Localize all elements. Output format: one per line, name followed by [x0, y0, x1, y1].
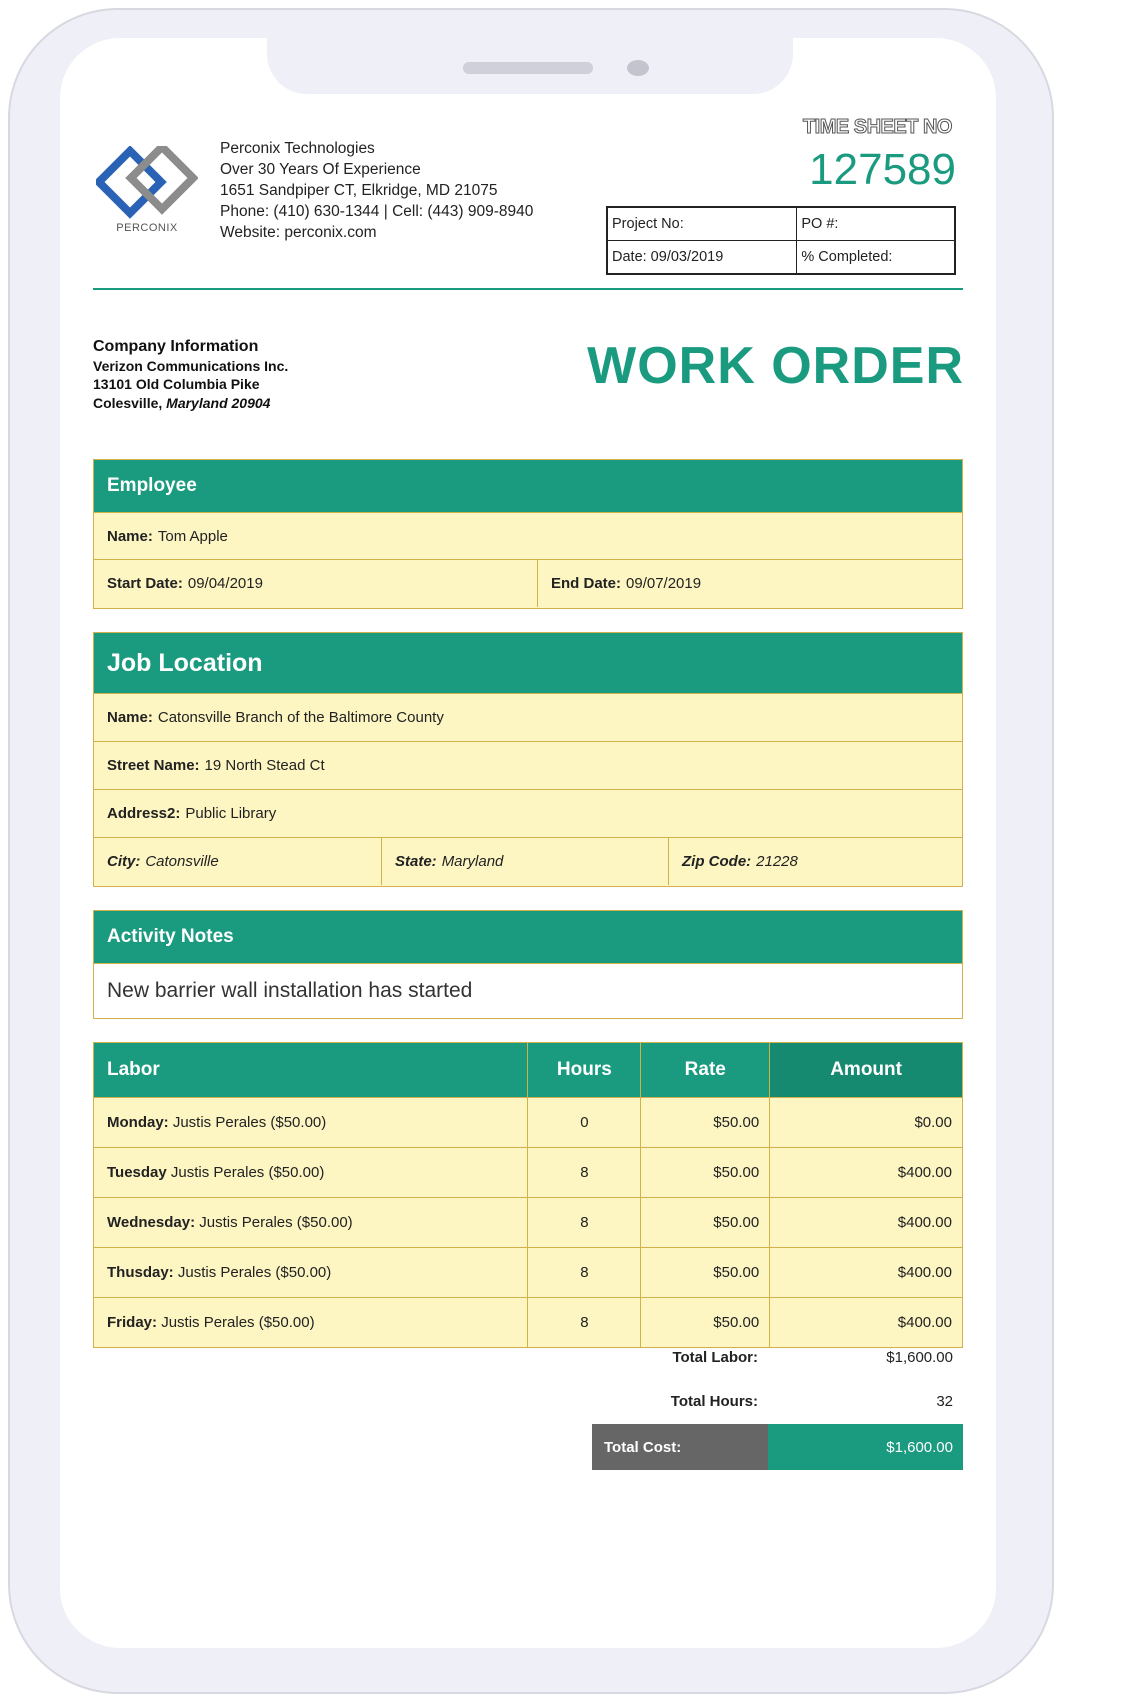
company-info — [220, 138, 533, 243]
client-info — [93, 338, 288, 412]
labor-amount: $400.00 — [770, 1298, 963, 1348]
labor-desc — [94, 1198, 528, 1248]
labor-desc — [94, 1298, 528, 1348]
labor-rate: $50.00 — [641, 1098, 770, 1148]
completed-field: % Completed: — [797, 241, 955, 275]
total-hours-value: 32 — [936, 1393, 953, 1410]
labor-worker: Justis Perales ($50.00) — [177, 1264, 332, 1281]
zip-label: Zip Code: — [682, 853, 752, 870]
labor-table — [93, 1042, 963, 1348]
labor-rate: $50.00 — [641, 1248, 770, 1298]
labor-worker: Justis Perales ($50.00) — [172, 1114, 327, 1131]
labor-day: Thusday: — [107, 1264, 174, 1281]
employee-name: Tom Apple — [157, 527, 228, 545]
project-meta-table — [606, 206, 956, 275]
labor-desc — [94, 1148, 528, 1198]
rate-col-header: Rate — [641, 1043, 770, 1098]
end-date-label: End Date: — [551, 575, 622, 592]
location-name-label: Name: — [107, 709, 153, 726]
street-row — [94, 741, 962, 789]
document-title: WORK ORDER — [587, 337, 964, 395]
street-cell — [94, 742, 962, 789]
location-name-row — [94, 693, 962, 741]
client-city-line — [93, 394, 288, 413]
total-hours-label: Total Hours: — [670, 1393, 758, 1410]
labor-hours: 8 — [528, 1298, 641, 1348]
company-tagline: Over 30 Years Of Experience — [220, 161, 421, 178]
labor-row — [94, 1148, 963, 1198]
project-no-field: Project No: — [607, 207, 797, 241]
activity-notes-heading: Activity Notes — [94, 911, 962, 963]
date-field: Date: 09/03/2019 — [607, 241, 797, 275]
activity-notes-section — [93, 910, 963, 1019]
timesheet-number: 127589 — [809, 145, 956, 194]
end-date: 09/07/2019 — [626, 575, 702, 592]
labor-worker: Justis Perales ($50.00) — [170, 1164, 325, 1181]
employee-dates-row — [94, 559, 962, 607]
total-labor-value: $1,600.00 — [886, 1349, 953, 1366]
client-state-zip: Maryland 20904 — [166, 394, 271, 411]
street-value: 19 North Stead Ct — [204, 757, 325, 774]
labor-hours: 8 — [528, 1248, 641, 1298]
labor-desc — [94, 1248, 528, 1298]
city-cell — [94, 838, 381, 885]
state-cell — [381, 838, 668, 885]
po-field: PO #: — [797, 207, 955, 241]
location-name: Catonsville Branch of the Baltimore County — [157, 709, 444, 726]
city-state-zip-row — [94, 837, 962, 885]
activity-note-row — [94, 963, 962, 1017]
address2-cell — [94, 790, 962, 837]
company-address: 1651 Sandpiper CT, Elkridge, MD 21075 — [220, 182, 498, 199]
employee-heading: Employee — [94, 460, 962, 512]
zip-value: 21228 — [756, 853, 798, 870]
labor-rate: $50.00 — [641, 1198, 770, 1248]
job-location-section — [93, 632, 963, 887]
activity-note: New barrier wall installation has started — [107, 978, 473, 1002]
hours-col-header: Hours — [528, 1043, 641, 1098]
zip-cell — [668, 838, 961, 885]
total-labor-label: Total Labor: — [672, 1349, 758, 1366]
labor-amount: $400.00 — [770, 1148, 963, 1198]
job-location-heading: Job Location — [94, 633, 962, 693]
total-cost-value: $1,600.00 — [768, 1424, 963, 1470]
employee-name-cell — [94, 513, 962, 559]
labor-row — [94, 1198, 963, 1248]
total-cost-label: Total Cost: — [592, 1424, 768, 1470]
labor-day: Monday: — [107, 1114, 169, 1131]
state-value: Maryland — [441, 853, 504, 870]
labor-desc — [94, 1098, 528, 1148]
labor-rate: $50.00 — [641, 1148, 770, 1198]
address2-value: Public Library — [185, 805, 277, 822]
employee-name-label: Name: — [107, 527, 153, 545]
labor-hours: 8 — [528, 1148, 641, 1198]
city-value: Catonsville — [145, 853, 219, 870]
employee-section — [93, 459, 963, 609]
labor-hours: 8 — [528, 1198, 641, 1248]
street-label: Street Name: — [107, 757, 200, 774]
company-name: Perconix Technologies — [220, 140, 375, 157]
labor-header-row — [94, 1043, 963, 1098]
client-name: Verizon Communications Inc. — [93, 357, 289, 374]
labor-worker: Justis Perales ($50.00) — [161, 1314, 315, 1331]
company-phone: Phone: (410) 630-1344 | Cell: (443) 909-8940 — [220, 203, 534, 220]
employee-name-row — [94, 512, 962, 559]
address2-label: Address2: — [107, 805, 181, 822]
client-city: Colesville, — [93, 394, 163, 411]
labor-col-header: Labor — [94, 1043, 528, 1098]
labor-day: Tuesday — [107, 1164, 167, 1181]
labor-amount: $400.00 — [770, 1248, 963, 1298]
start-date-label: Start Date: — [107, 575, 183, 592]
start-date-cell — [94, 560, 537, 607]
labor-amount: $400.00 — [770, 1198, 963, 1248]
labor-amount: $0.00 — [770, 1098, 963, 1148]
end-date-cell — [537, 560, 961, 607]
timesheet-label: TIME SHEET NO — [802, 116, 952, 138]
labor-row — [94, 1098, 963, 1148]
logo-text: PERCONIX — [116, 222, 178, 234]
header-divider — [93, 288, 963, 290]
location-name-cell — [94, 694, 962, 741]
client-title: Company Information — [93, 338, 259, 355]
city-label: City: — [107, 853, 141, 870]
labor-worker: Justis Perales ($50.00) — [199, 1214, 353, 1231]
labor-row — [94, 1248, 963, 1298]
labor-day: Wednesday: — [107, 1214, 196, 1231]
client-street: 13101 Old Columbia Pike — [93, 376, 260, 392]
labor-row — [94, 1298, 963, 1348]
start-date: 09/04/2019 — [187, 575, 263, 592]
labor-day: Friday: — [107, 1314, 158, 1331]
company-website: Website: perconix.com — [220, 224, 377, 241]
labor-hours: 0 — [528, 1098, 641, 1148]
address2-row — [94, 789, 962, 837]
labor-rate: $50.00 — [641, 1298, 770, 1348]
perconix-logo — [96, 146, 198, 238]
amount-col-header: Amount — [770, 1043, 963, 1098]
state-label: State: — [395, 853, 437, 870]
